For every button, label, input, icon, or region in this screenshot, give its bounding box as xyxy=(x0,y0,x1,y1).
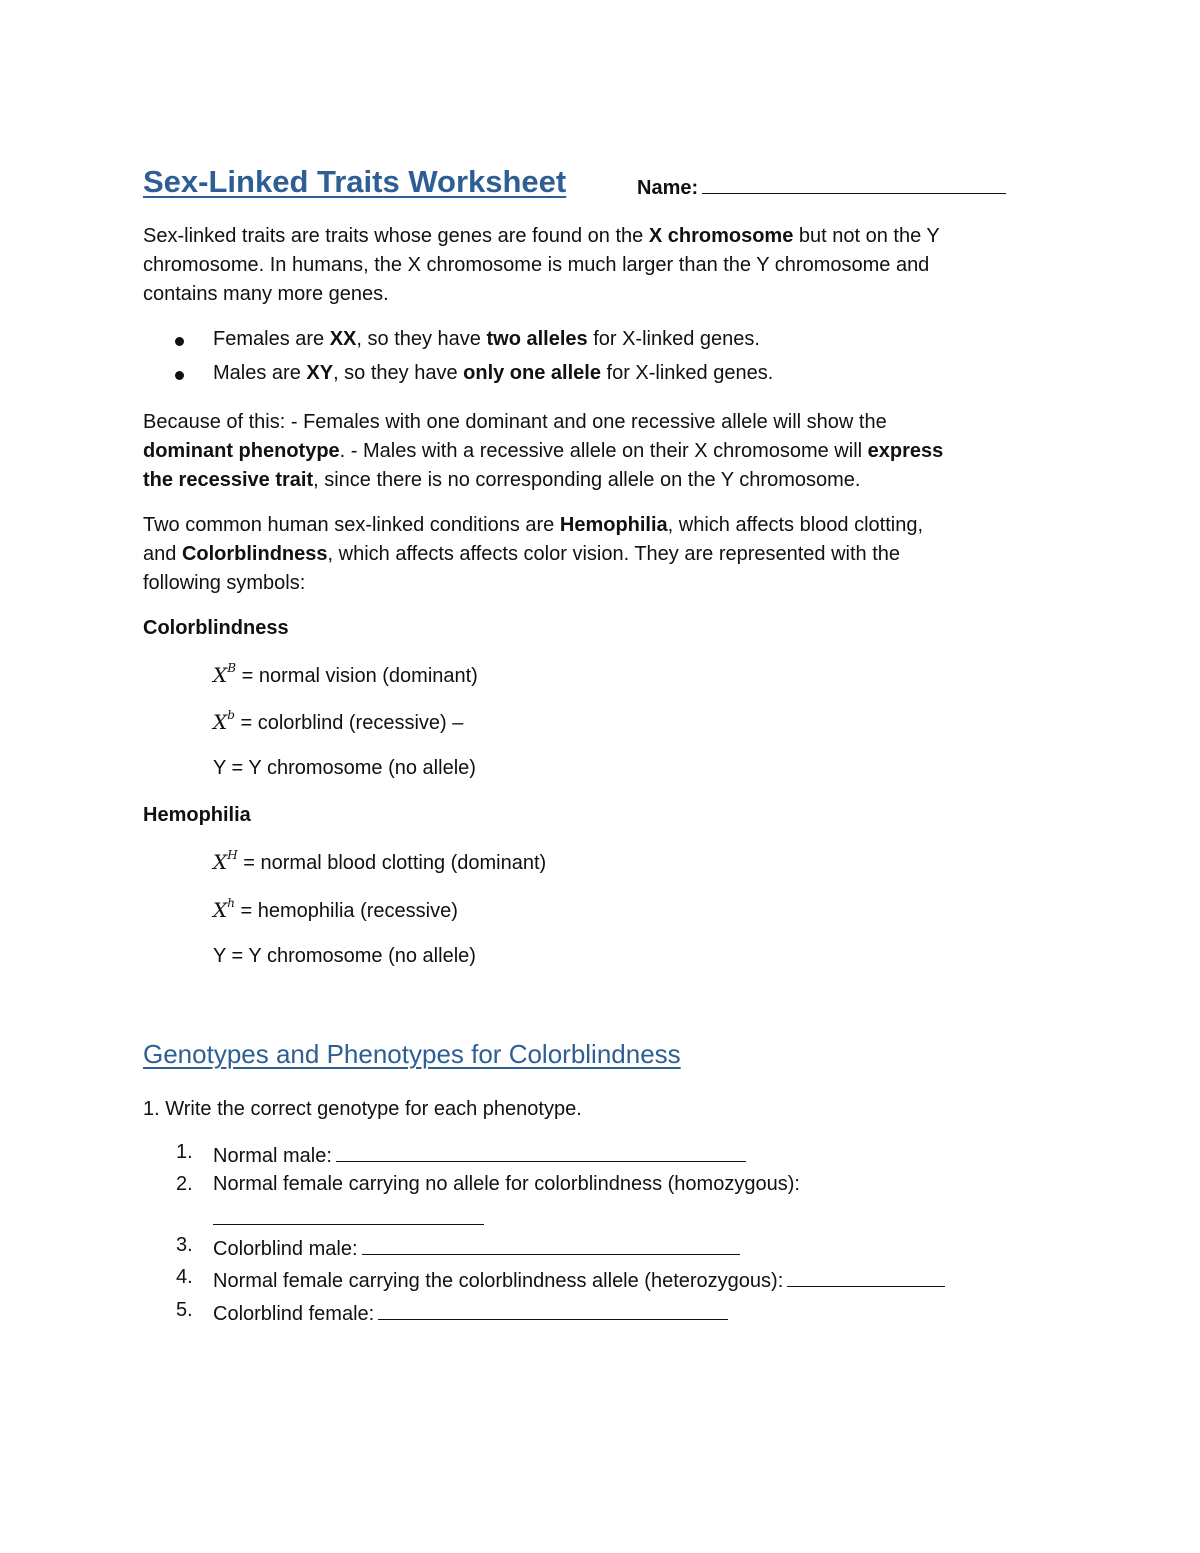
bullet-males: Males are XY, so they have only one allele for X-linked genes. xyxy=(213,362,774,384)
intro-line-1: Sex-linked traits are traits whose genes are found on the X chromosome but not on the Y xyxy=(143,225,940,247)
symbol-normal-vision: $X^B$ = normal vision (dominant) xyxy=(213,661,478,687)
conditions-line-2: and Colorblindness, which affects affects color vision. They are represented with the xyxy=(143,543,901,565)
symbol-y-chromosome-hemophilia: Y = Y chromosome (no allele) xyxy=(213,945,476,967)
because-line-1: Because of this: - Females with one dominant and one recessive allele will show the xyxy=(143,411,887,433)
hemophilia-heading: Hemophilia xyxy=(143,804,251,826)
symbol-colorblind: $X^b$ = colorblind (recessive) – xyxy=(213,708,464,734)
bullet-dot xyxy=(175,371,184,380)
answer-blank[interactable] xyxy=(336,1141,746,1162)
intro-line-2: chromosome. In humans, the X chromosome is much larger than the Y chromosome and xyxy=(143,254,930,276)
answer-blank[interactable] xyxy=(378,1299,728,1320)
list-item: Colorblind male: xyxy=(213,1234,740,1261)
item-number: 5. xyxy=(176,1299,193,1321)
name-field[interactable] xyxy=(637,173,1006,200)
page-title: Sex-Linked Traits Worksheet xyxy=(143,164,567,199)
because-line-2: dominant phenotype. - Males with a recessive allele on their X chromosome will express xyxy=(143,440,944,462)
symbol-y-chromosome: Y = Y chromosome (no allele) xyxy=(213,757,476,779)
bullet-females: Females are XX, so they have two alleles for X-linked genes. xyxy=(213,328,760,350)
list-item: Colorblind female: xyxy=(213,1299,728,1326)
section-heading: Genotypes and Phenotypes for Colorblindness xyxy=(143,1039,681,1069)
conditions-line-3: following symbols: xyxy=(143,572,306,594)
because-line-3: the recessive trait, since there is no corresponding allele on the Y chromosome. xyxy=(143,469,861,491)
symbol-normal-clotting: $X^H$ = normal blood clotting (dominant) xyxy=(213,848,547,874)
item-number: 3. xyxy=(176,1234,193,1256)
answer-blank[interactable] xyxy=(787,1266,945,1287)
item-number: 2. xyxy=(176,1173,193,1195)
answer-blank[interactable] xyxy=(362,1234,740,1255)
answer-blank[interactable] xyxy=(213,1204,484,1225)
name-blank-line[interactable] xyxy=(702,173,1006,194)
conditions-line-1: Two common human sex-linked conditions are Hemophilia, which affects blood clotting, xyxy=(143,514,924,536)
intro-line-3: contains many more genes. xyxy=(143,283,389,305)
question-1-prompt: 1. Write the correct genotype for each phenotype. xyxy=(143,1098,582,1120)
name-label: Name: xyxy=(637,177,699,199)
list-item: Normal male: xyxy=(213,1141,746,1168)
symbol-hemophilia: $X^h$ = hemophilia (recessive) xyxy=(213,896,458,922)
item-number: 1. xyxy=(176,1141,193,1163)
list-item: Normal female carrying no allele for colorblindness (homozygous): xyxy=(213,1173,800,1195)
item-number: 4. xyxy=(176,1266,193,1288)
colorblindness-heading: Colorblindness xyxy=(143,617,289,639)
list-item: Normal female carrying the colorblindness allele (heterozygous): xyxy=(213,1266,945,1293)
bullet-dot xyxy=(175,337,184,346)
